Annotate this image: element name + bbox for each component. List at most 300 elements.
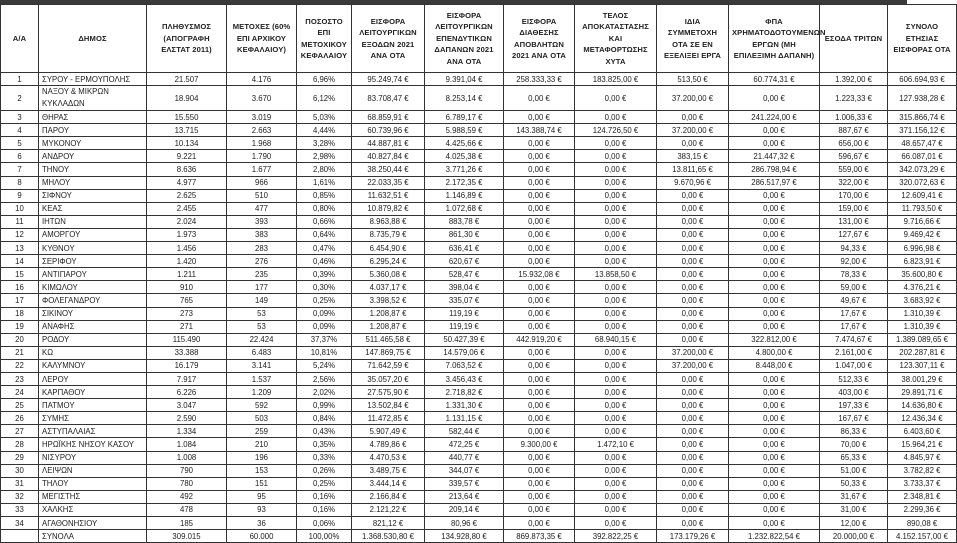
own-participation-cell: 513,50 € [657,73,729,86]
percentage-cell: 2,98% [297,150,352,163]
landfill-fee-cell: 0,00 € [575,281,657,294]
total-contribution-cell: 606.694,93 € [888,73,957,86]
waste-disposal-contribution-cell: 0,00 € [504,490,575,503]
table-row [1,163,957,176]
shares-cell: 196 [227,451,297,464]
waste-disposal-contribution-cell: 143.388,74 € [504,124,575,137]
third-party-revenue-cell: 1.223,33 € [820,86,888,111]
investment-contribution-cell: 6.789,17 € [425,111,504,124]
municipality-name-cell: ΜΗΛΟΥ [39,176,147,189]
operating-contribution-cell: 71.642,59 € [352,359,425,372]
total-contribution-cell: 2.348,81 € [888,490,957,503]
waste-disposal-contribution-cell: 0,00 € [504,372,575,385]
investment-contribution-cell: 636,41 € [425,242,504,255]
percentage-cell: 0,85% [297,189,352,202]
row-number-cell: 23 [1,372,39,385]
percentage-cell: 0,39% [297,268,352,281]
own-participation-cell: 0,00 € [657,425,729,438]
municipality-name-cell: ΝΙΣΥΡΟΥ [39,451,147,464]
table-row [1,307,957,320]
population-cell: 910 [147,281,227,294]
municipality-name-cell: ΚΙΜΩΛΟΥ [39,281,147,294]
table-row [1,359,957,372]
percentage-cell: 6,96% [297,73,352,86]
waste-disposal-contribution-cell: 0,00 € [504,86,575,111]
totals-municipality-name-cell: ΣΥΝΟΛΑ [39,530,147,543]
investment-contribution-cell: 344,07 € [425,464,504,477]
percentage-cell: 0,35% [297,438,352,451]
shares-cell: 1.968 [227,137,297,150]
vat-cell: 286.798,94 € [729,163,820,176]
own-participation-cell: 13.811,65 € [657,163,729,176]
total-contribution-cell: 12.436,34 € [888,412,957,425]
shares-cell: 36 [227,517,297,530]
table-row [1,490,957,503]
own-participation-cell: 37.200,00 € [657,346,729,359]
percentage-cell: 0,09% [297,320,352,333]
population-cell: 2.455 [147,202,227,215]
third-party-revenue-cell: 17,67 € [820,320,888,333]
operating-contribution-cell: 22.033,35 € [352,176,425,189]
percentage-cell: 4,44% [297,124,352,137]
total-contribution-cell: 890,08 € [888,517,957,530]
totals-third-party-revenue-cell: 20.000,00 € [820,530,888,543]
population-cell: 18.904 [147,86,227,111]
total-contribution-cell: 6.403,60 € [888,425,957,438]
shares-cell: 1.790 [227,150,297,163]
row-number-cell: 27 [1,425,39,438]
table-row [1,386,957,399]
investment-contribution-cell: 472,25 € [425,438,504,451]
total-contribution-cell: 1.310,39 € [888,307,957,320]
own-participation-cell: 0,00 € [657,477,729,490]
total-contribution-cell: 3.733,37 € [888,477,957,490]
landfill-fee-cell: 68.940,15 € [575,333,657,346]
own-participation-cell: 0,00 € [657,517,729,530]
landfill-fee-cell: 1.472,10 € [575,438,657,451]
operating-contribution-cell: 8.963,88 € [352,215,425,228]
investment-contribution-cell: 398,04 € [425,281,504,294]
municipality-name-cell: ΚΥΘΝΟΥ [39,242,147,255]
vat-cell: 8.448,00 € [729,359,820,372]
vat-cell: 0,00 € [729,372,820,385]
investment-contribution-cell: 620,67 € [425,255,504,268]
operating-contribution-cell: 511.465,58 € [352,333,425,346]
municipality-name-cell: ΦΟΛΕΓΑΝΔΡΟΥ [39,294,147,307]
total-contribution-cell: 12.609,41 € [888,189,957,202]
landfill-fee-cell: 0,00 € [575,477,657,490]
waste-disposal-contribution-cell: 0,00 € [504,464,575,477]
vat-cell: 0,00 € [729,281,820,294]
shares-cell: 149 [227,294,297,307]
operating-contribution-cell: 83.708,47 € [352,86,425,111]
own-participation-cell: 0,00 € [657,242,729,255]
population-cell: 33.388 [147,346,227,359]
totals-row [1,530,957,543]
shares-cell: 477 [227,202,297,215]
row-number-cell: 28 [1,438,39,451]
waste-disposal-contribution-cell: 0,00 € [504,412,575,425]
table-row [1,425,957,438]
own-participation-cell: 0,00 € [657,307,729,320]
row-number-cell: 11 [1,215,39,228]
waste-disposal-contribution-cell: 0,00 € [504,255,575,268]
municipality-name-cell: ΝΑΞΟΥ & ΜΙΚΡΩΝ ΚΥΚΛΑΔΩΝ [39,86,147,111]
table-row [1,242,957,255]
operating-contribution-cell: 35.057,20 € [352,372,425,385]
waste-disposal-contribution-cell: 0,00 € [504,477,575,490]
row-number-cell: 20 [1,333,39,346]
shares-cell: 503 [227,412,297,425]
operating-contribution-cell: 3.489,75 € [352,464,425,477]
shares-cell: 93 [227,503,297,516]
own-participation-cell: 0,00 € [657,111,729,124]
investment-contribution-cell: 8.253,14 € [425,86,504,111]
percentage-cell: 0,25% [297,294,352,307]
total-contribution-cell: 15.964,21 € [888,438,957,451]
percentage-cell: 2,02% [297,386,352,399]
population-cell: 2.625 [147,189,227,202]
landfill-fee-cell: 0,00 € [575,215,657,228]
landfill-fee-cell: 0,00 € [575,451,657,464]
table-row [1,268,957,281]
waste-disposal-contribution-cell: 0,00 € [504,150,575,163]
municipality-name-cell: ΛΕΙΨΩΝ [39,464,147,477]
table-row [1,477,957,490]
investment-contribution-cell: 1.072,68 € [425,202,504,215]
table-row [1,202,957,215]
header-total-contribution: ΣΥΝΟΛΟ ΕΤΗΣΙΑΣ ΕΙΣΦΟΡΑΣ ΟΤΑ [888,5,957,73]
vat-cell: 0,00 € [729,86,820,111]
population-cell: 1.008 [147,451,227,464]
vat-cell: 0,00 € [729,124,820,137]
total-contribution-cell: 202.287,81 € [888,346,957,359]
waste-disposal-contribution-cell: 0,00 € [504,163,575,176]
municipality-name-cell: ΣΙΚΙΝΟΥ [39,307,147,320]
table-row [1,228,957,241]
municipality-name-cell: ΚΑΛΥΜΝΟΥ [39,359,147,372]
landfill-fee-cell: 0,00 € [575,202,657,215]
landfill-fee-cell: 0,00 € [575,386,657,399]
row-number-cell: 15 [1,268,39,281]
row-number-cell: 8 [1,176,39,189]
total-contribution-cell: 371.156,12 € [888,124,957,137]
total-contribution-cell: 9.469,42 € [888,228,957,241]
landfill-fee-cell: 0,00 € [575,242,657,255]
population-cell: 185 [147,517,227,530]
landfill-fee-cell: 183.825,00 € [575,73,657,86]
own-participation-cell: 0,00 € [657,202,729,215]
shares-cell: 1.677 [227,163,297,176]
header-third-party-revenue: ΕΣΟΔΑ ΤΡΙΤΩΝ [820,5,888,73]
vat-cell: 0,00 € [729,255,820,268]
landfill-fee-cell: 0,00 € [575,176,657,189]
population-cell: 7.917 [147,372,227,385]
municipality-name-cell: ΑΣΤΥΠΑΛΑΙΑΣ [39,425,147,438]
row-number-cell: 19 [1,320,39,333]
total-contribution-cell: 38.001,29 € [888,372,957,385]
row-number-cell: 25 [1,399,39,412]
waste-disposal-contribution-cell: 0,00 € [504,281,575,294]
row-number-cell: 2 [1,86,39,111]
vat-cell: 0,00 € [729,294,820,307]
operating-contribution-cell: 5.907,49 € [352,425,425,438]
total-contribution-cell: 3.683,92 € [888,294,957,307]
shares-cell: 177 [227,281,297,294]
percentage-cell: 0,16% [297,503,352,516]
total-contribution-cell: 6.823,91 € [888,255,957,268]
third-party-revenue-cell: 50,33 € [820,477,888,490]
percentage-cell: 5,24% [297,359,352,372]
total-contribution-cell: 11.793,50 € [888,202,957,215]
own-participation-cell: 383,15 € [657,150,729,163]
third-party-revenue-cell: 159,00 € [820,202,888,215]
landfill-fee-cell: 0,00 € [575,228,657,241]
landfill-fee-cell: 0,00 € [575,294,657,307]
operating-contribution-cell: 4.470,53 € [352,451,425,464]
third-party-revenue-cell: 59,00 € [820,281,888,294]
municipality-name-cell: ΑΜΟΡΓΟΥ [39,228,147,241]
own-participation-cell: 0,00 € [657,412,729,425]
population-cell: 6.226 [147,386,227,399]
percentage-cell: 0,43% [297,425,352,438]
own-participation-cell: 0,00 € [657,255,729,268]
totals-vat-cell: 1.232.822,54 € [729,530,820,543]
waste-disposal-contribution-cell: 0,00 € [504,425,575,438]
waste-disposal-contribution-cell: 0,00 € [504,503,575,516]
investment-contribution-cell: 861,30 € [425,228,504,241]
population-cell: 8.636 [147,163,227,176]
own-participation-cell: 0,00 € [657,451,729,464]
municipality-name-cell: ΣΥΡΟΥ - ΕΡΜΟΥΠΟΛΗΣ [39,73,147,86]
third-party-revenue-cell: 86,33 € [820,425,888,438]
own-participation-cell: 0,00 € [657,438,729,451]
percentage-cell: 0,33% [297,451,352,464]
landfill-fee-cell: 0,00 € [575,307,657,320]
municipality-name-cell: ΚΑΡΠΑΘΟΥ [39,386,147,399]
total-contribution-cell: 2.299,36 € [888,503,957,516]
landfill-fee-cell: 0,00 € [575,425,657,438]
total-contribution-cell: 123.307,11 € [888,359,957,372]
waste-disposal-contribution-cell: 0,00 € [504,294,575,307]
totals-shares-cell: 60.000 [227,530,297,543]
investment-contribution-cell: 7.063,52 € [425,359,504,372]
shares-cell: 592 [227,399,297,412]
waste-disposal-contribution-cell: 0,00 € [504,451,575,464]
landfill-fee-cell: 0,00 € [575,372,657,385]
operating-contribution-cell: 27.575,90 € [352,386,425,399]
municipality-name-cell: ΧΑΛΚΗΣ [39,503,147,516]
municipality-name-cell: ΑΝΔΡΟΥ [39,150,147,163]
landfill-fee-cell: 0,00 € [575,517,657,530]
total-contribution-cell: 342.073,29 € [888,163,957,176]
percentage-cell: 2,56% [297,372,352,385]
investment-contribution-cell: 5.988,59 € [425,124,504,137]
percentage-cell: 3,28% [297,137,352,150]
operating-contribution-cell: 68.859,91 € [352,111,425,124]
row-number-cell: 5 [1,137,39,150]
header-aa: Α/Α [1,5,39,73]
table-row [1,320,957,333]
header-shares: ΜΕΤΟΧΕΣ (60% ΕΠΙ ΑΡΧΙΚΟΥ ΚΕΦΑΛΑΙΟΥ) [227,5,297,73]
third-party-revenue-cell: 1.392,00 € [820,73,888,86]
own-participation-cell: 0,00 € [657,215,729,228]
investment-contribution-cell: 213,64 € [425,490,504,503]
population-cell: 1.211 [147,268,227,281]
row-number-cell: 1 [1,73,39,86]
vat-cell: 0,00 € [729,268,820,281]
table-row [1,215,957,228]
municipality-name-cell: ΜΥΚΟΝΟΥ [39,137,147,150]
shares-cell: 151 [227,477,297,490]
table-row [1,438,957,451]
third-party-revenue-cell: 12,00 € [820,517,888,530]
shares-cell: 1.209 [227,386,297,399]
third-party-revenue-cell: 559,00 € [820,163,888,176]
third-party-revenue-cell: 127,67 € [820,228,888,241]
total-contribution-cell: 48.657,47 € [888,137,957,150]
percentage-cell: 0,64% [297,228,352,241]
table-row [1,517,957,530]
operating-contribution-cell: 11.472,85 € [352,412,425,425]
third-party-revenue-cell: 167,67 € [820,412,888,425]
percentage-cell: 0,09% [297,307,352,320]
percentage-cell: 0,16% [297,490,352,503]
totals-population-cell: 309.015 [147,530,227,543]
table-row [1,333,957,346]
total-contribution-cell: 1.389.089,65 € [888,333,957,346]
percentage-cell: 5,03% [297,111,352,124]
shares-cell: 235 [227,268,297,281]
landfill-fee-cell: 0,00 € [575,346,657,359]
waste-disposal-contribution-cell: 0,00 € [504,307,575,320]
vat-cell: 0,00 € [729,228,820,241]
shares-cell: 53 [227,307,297,320]
own-participation-cell: 37.200,00 € [657,86,729,111]
waste-disposal-contribution-cell: 0,00 € [504,202,575,215]
shares-cell: 393 [227,215,297,228]
third-party-revenue-cell: 92,00 € [820,255,888,268]
row-number-cell: 14 [1,255,39,268]
municipality-name-cell: ΣΙΦΝΟΥ [39,189,147,202]
table-row [1,86,957,111]
waste-disposal-contribution-cell: 0,00 € [504,111,575,124]
operating-contribution-cell: 13.502,84 € [352,399,425,412]
total-contribution-cell: 1.310,39 € [888,320,957,333]
municipality-name-cell: ΤΗΛΟΥ [39,477,147,490]
row-number-cell: 24 [1,386,39,399]
investment-contribution-cell: 14.579,06 € [425,346,504,359]
landfill-fee-cell: 0,00 € [575,359,657,372]
row-number-cell: 22 [1,359,39,372]
table-row [1,150,957,163]
landfill-fee-cell: 0,00 € [575,150,657,163]
table-row [1,255,957,268]
population-cell: 273 [147,307,227,320]
table-row [1,124,957,137]
investment-contribution-cell: 1.131,15 € [425,412,504,425]
operating-contribution-cell: 40.827,84 € [352,150,425,163]
header-percentage: ΠΟΣΟΣΤΟ ΕΠΙ ΜΕΤΟΧΙΚΟΥ ΚΕΦΑΛΑΙΟΥ [297,5,352,73]
municipality-name-cell: ΠΑΡΟΥ [39,124,147,137]
population-cell: 10.134 [147,137,227,150]
own-participation-cell: 9.670,96 € [657,176,729,189]
vat-cell: 4.800,00 € [729,346,820,359]
total-contribution-cell: 127.938,28 € [888,86,957,111]
waste-disposal-contribution-cell: 0,00 € [504,215,575,228]
vat-cell: 0,00 € [729,189,820,202]
investment-contribution-cell: 339,57 € [425,477,504,490]
vat-cell: 0,00 € [729,137,820,150]
municipality-name-cell: ΤΗΝΟΥ [39,163,147,176]
investment-contribution-cell: 582,44 € [425,425,504,438]
own-participation-cell: 0,00 € [657,464,729,477]
table-row [1,372,957,385]
total-contribution-cell: 315.866,74 € [888,111,957,124]
waste-disposal-contribution-cell: 0,00 € [504,517,575,530]
shares-cell: 22.424 [227,333,297,346]
population-cell: 478 [147,503,227,516]
investment-contribution-cell: 2.172,35 € [425,176,504,189]
shares-cell: 53 [227,320,297,333]
total-contribution-cell: 35.600,80 € [888,268,957,281]
vat-cell: 21.447,32 € [729,150,820,163]
third-party-revenue-cell: 78,33 € [820,268,888,281]
header-population: ΠΛΗΘΥΣΜΟΣ (ΑΠΟΓΡΑΦΗ ΕΛΣΤΑΤ 2011) [147,5,227,73]
header-landfill-fee: ΤΕΛΟΣ ΑΠΟΚΑΤΑΣΤΑΣΗΣ ΚΑΙ ΜΕΤΑΦΟΡΤΩΣΗΣ ΧΥΤΑ [575,5,657,73]
totals-total-contribution-cell: 4.152.157,00 € [888,530,957,543]
row-number-cell: 26 [1,412,39,425]
own-participation-cell: 0,00 € [657,386,729,399]
landfill-fee-cell: 0,00 € [575,255,657,268]
landfill-fee-cell: 0,00 € [575,189,657,202]
percentage-cell: 0,99% [297,399,352,412]
vat-cell: 0,00 € [729,438,820,451]
percentage-cell: 0,66% [297,215,352,228]
third-party-revenue-cell: 94,33 € [820,242,888,255]
shares-cell: 210 [227,438,297,451]
population-cell: 115.490 [147,333,227,346]
table-row [1,399,957,412]
header-dimos: ΔΗΜΟΣ [39,5,147,73]
own-participation-cell: 0,00 € [657,268,729,281]
third-party-revenue-cell: 1.006,33 € [820,111,888,124]
population-cell: 4.977 [147,176,227,189]
percentage-cell: 0,46% [297,255,352,268]
table-row [1,73,957,86]
table-row [1,464,957,477]
row-number-cell: 13 [1,242,39,255]
municipality-name-cell: ΙΗΤΩΝ [39,215,147,228]
population-cell: 2.590 [147,412,227,425]
municipality-name-cell: ΣΥΜΗΣ [39,412,147,425]
percentage-cell: 0,80% [297,202,352,215]
shares-cell: 153 [227,464,297,477]
waste-disposal-contribution-cell: 0,00 € [504,176,575,189]
operating-contribution-cell: 821,12 € [352,517,425,530]
operating-contribution-cell: 147.869,75 € [352,346,425,359]
row-number-cell: 31 [1,477,39,490]
table-row [1,294,957,307]
third-party-revenue-cell: 31,00 € [820,503,888,516]
landfill-fee-cell: 0,00 € [575,503,657,516]
vat-cell: 322.812,00 € [729,333,820,346]
landfill-fee-cell: 0,00 € [575,399,657,412]
landfill-fee-cell: 13.858,50 € [575,268,657,281]
municipality-name-cell: ΘΗΡΑΣ [39,111,147,124]
row-number-cell: 7 [1,163,39,176]
operating-contribution-cell: 11.632,51 € [352,189,425,202]
